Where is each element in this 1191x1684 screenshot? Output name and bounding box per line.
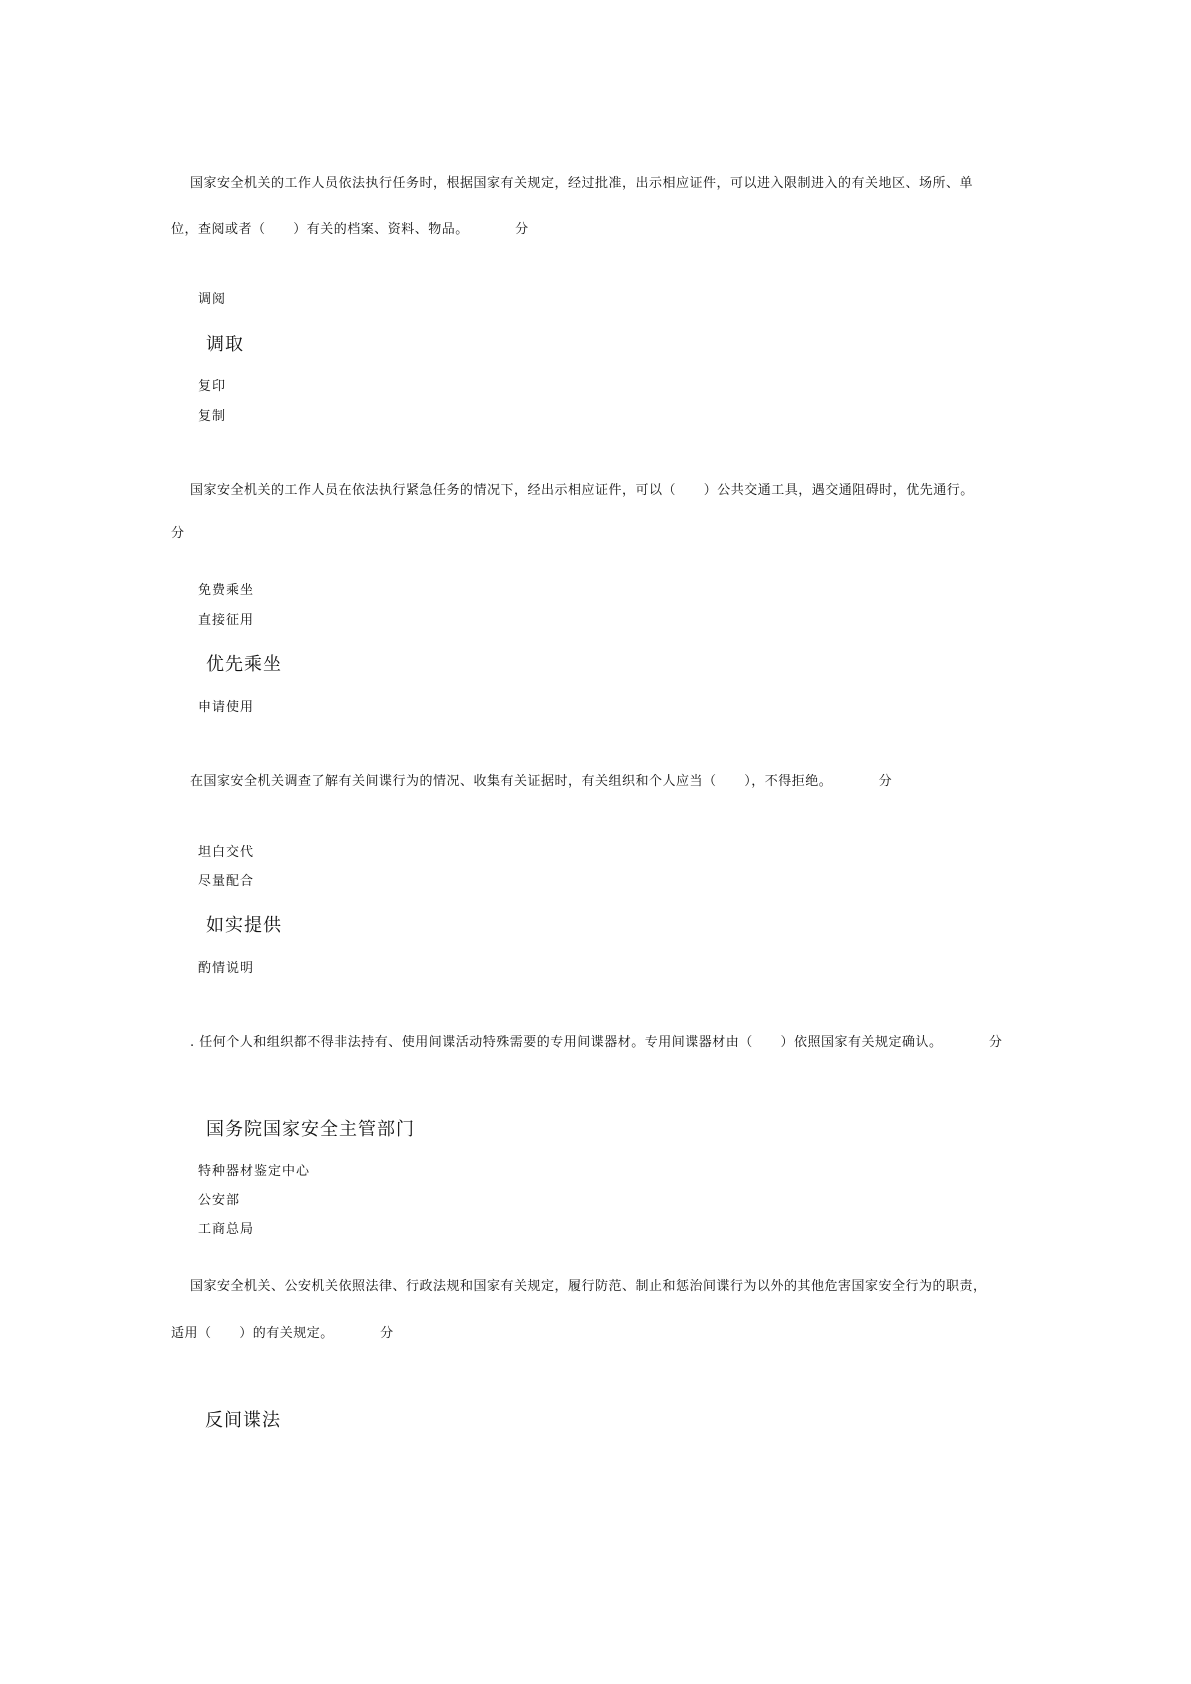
question-2-stem-line-2: 分 (171, 526, 185, 541)
question-1-stem-line-2: 位，查阅或者（ ）有关的档案、资料、物品。 分 (171, 222, 529, 237)
question-3-option-1: 坦白交代 (198, 845, 255, 860)
question-4-option-2: 特种器材鉴定中心 (198, 1164, 311, 1179)
question-3-stem-line-1: 在国家安全机关调查了解有关间谍行为的情况、收集有关证据时，有关组织和个人应当（ ），不得拒绝。 分 (190, 774, 893, 789)
question-1-option-3: 复印 (198, 379, 227, 394)
question-5-option-1: 反间谍法 (205, 1410, 281, 1431)
question-5-stem-line-1: 国家安全机关、公安机关依照法律、行政法规和国家有关规定，履行防范、制止和惩治间谍行为以外的其他危害国家安全行为的职责， (190, 1279, 987, 1294)
question-1-option-2: 调取 (206, 334, 244, 355)
question-1-stem-line-1: 国家安全机关的工作人员依法执行任务时，根据国家有关规定，经过批准，出示相应证件，可以进入限制进入的有关地区、场所、单 (190, 176, 974, 191)
question-2-option-4: 申请使用 (198, 700, 255, 715)
question-4-stem-line-1: . 任何个人和组织都不得非法持有、使用间谍活动特殊需要的专用间谍器材。专用间谍器材由（ ）依照国家有关规定确认。 分 (190, 1035, 1003, 1050)
question-1-option-4: 复制 (198, 409, 227, 424)
question-1-option-1: 调阅 (198, 292, 227, 307)
question-2-option-2: 直接征用 (198, 613, 255, 628)
question-2-option-3: 优先乘坐 (206, 654, 282, 675)
question-3-option-2: 尽量配合 (198, 874, 255, 889)
question-4-option-4: 工商总局 (198, 1222, 255, 1237)
question-2-option-1: 免费乘坐 (198, 583, 255, 598)
question-5-stem-line-2: 适用（ ）的有关规定。 分 (171, 1326, 394, 1341)
question-3-option-3: 如实提供 (206, 915, 282, 936)
question-2-stem-line-1: 国家安全机关的工作人员在依法执行紧急任务的情况下，经出示相应证件，可以（ ）公共交通工具，遇交通阻碍时，优先通行。 (190, 483, 974, 498)
question-3-option-4: 酌情说明 (198, 961, 255, 976)
question-4-option-1: 国务院国家安全主管部门 (206, 1119, 415, 1140)
question-4-option-3: 公安部 (198, 1193, 241, 1208)
